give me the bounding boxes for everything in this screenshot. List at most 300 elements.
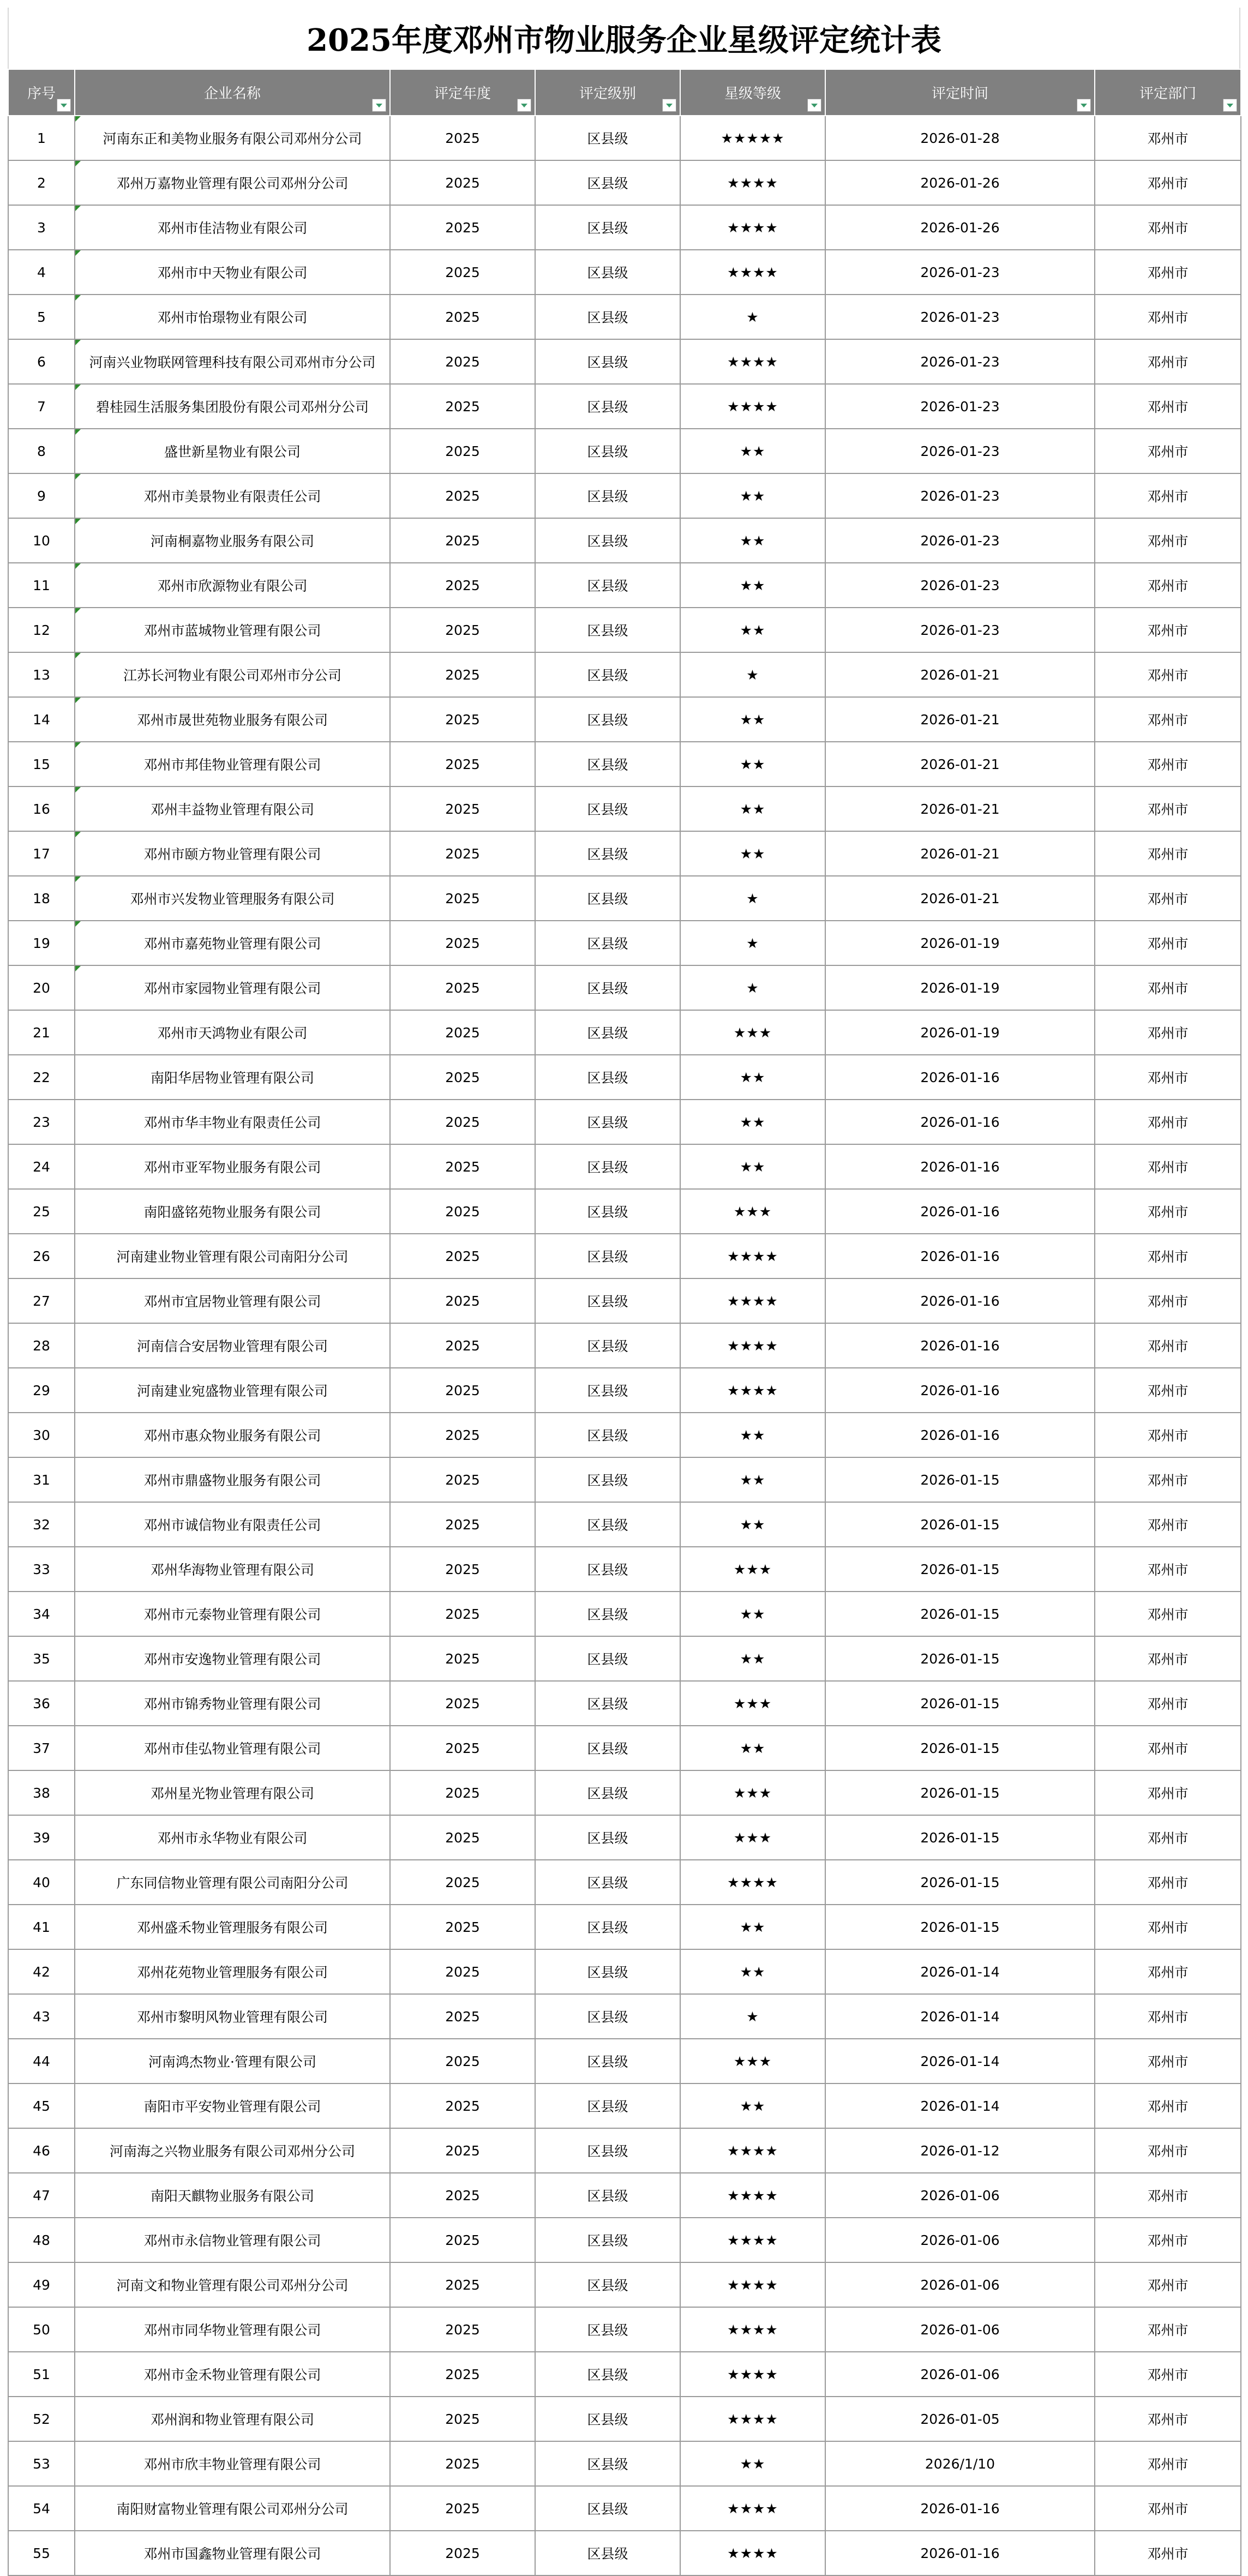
rating-date-cell[interactable]: 2026-01-06 (825, 2307, 1095, 2352)
filter-dropdown-icon[interactable] (1223, 99, 1237, 112)
rating-year-cell[interactable]: 2025 (390, 160, 535, 205)
rating-date-cell[interactable]: 2026-01-23 (825, 429, 1095, 473)
rating-date-cell[interactable]: 2026-01-19 (825, 1010, 1095, 1055)
rating-year-cell[interactable]: 2025 (390, 1055, 535, 1100)
company-name-cell[interactable]: 邓州市亚军物业服务有限公司 (75, 1144, 390, 1189)
rating-year-cell[interactable]: 2025 (390, 1323, 535, 1368)
rating-year-cell[interactable]: 2025 (390, 1860, 535, 1905)
company-name-cell[interactable]: 河南信合安居物业管理有限公司 (75, 1323, 390, 1368)
serial-number-cell[interactable]: 8 (8, 429, 75, 473)
serial-number-cell[interactable]: 29 (8, 1368, 75, 1413)
rating-department-cell[interactable]: 邓州市 (1095, 2397, 1241, 2441)
rating-department-cell[interactable]: 邓州市 (1095, 921, 1241, 965)
rating-year-cell[interactable]: 2025 (390, 1815, 535, 1860)
serial-number-cell[interactable]: 30 (8, 1413, 75, 1457)
star-grade-cell[interactable]: ★★★★ (680, 2531, 825, 2575)
company-name-cell[interactable]: 邓州市邦佳物业管理有限公司 (75, 742, 390, 786)
rating-department-cell[interactable]: 邓州市 (1095, 2173, 1241, 2218)
company-name-cell[interactable]: 河南鸿杰物业·管理有限公司 (75, 2039, 390, 2083)
star-grade-cell[interactable]: ★★★★★ (680, 116, 825, 160)
rating-year-cell[interactable]: 2025 (390, 563, 535, 608)
rating-department-cell[interactable]: 邓州市 (1095, 250, 1241, 295)
rating-department-cell[interactable]: 邓州市 (1095, 1770, 1241, 1815)
star-grade-cell[interactable]: ★★★ (680, 1681, 825, 1726)
filter-dropdown-icon[interactable] (1077, 99, 1091, 112)
serial-number-cell[interactable]: 34 (8, 1592, 75, 1636)
company-name-cell[interactable]: 邓州市佳洁物业有限公司 (75, 205, 390, 250)
serial-number-cell[interactable]: 55 (8, 2531, 75, 2575)
star-grade-cell[interactable]: ★★ (680, 1636, 825, 1681)
serial-number-cell[interactable]: 42 (8, 1949, 75, 1994)
star-grade-cell[interactable]: ★★ (680, 1413, 825, 1457)
rating-year-cell[interactable]: 2025 (390, 2441, 535, 2486)
rating-level-cell[interactable]: 区县级 (535, 876, 680, 921)
rating-level-cell[interactable]: 区县级 (535, 2441, 680, 2486)
company-name-cell[interactable]: 河南兴业物联网管理科技有限公司邓州市分公司 (75, 339, 390, 384)
rating-date-cell[interactable]: 2026-01-21 (825, 831, 1095, 876)
header-cell[interactable] (535, 69, 680, 116)
star-grade-cell[interactable]: ★★★★ (680, 1368, 825, 1413)
rating-level-cell[interactable]: 区县级 (535, 116, 680, 160)
rating-date-cell[interactable]: 2026-01-15 (825, 1681, 1095, 1726)
rating-level-cell[interactable]: 区县级 (535, 2262, 680, 2307)
rating-year-cell[interactable]: 2025 (390, 2039, 535, 2083)
rating-department-cell[interactable]: 邓州市 (1095, 1636, 1241, 1681)
star-grade-cell[interactable]: ★★★★ (680, 2397, 825, 2441)
star-grade-cell[interactable]: ★★ (680, 831, 825, 876)
filter-dropdown-icon[interactable] (57, 99, 71, 112)
serial-number-cell[interactable]: 41 (8, 1905, 75, 1949)
serial-number-cell[interactable]: 47 (8, 2173, 75, 2218)
rating-date-cell[interactable]: 2026-01-14 (825, 2083, 1095, 2128)
serial-number-cell[interactable]: 13 (8, 652, 75, 697)
rating-department-cell[interactable]: 邓州市 (1095, 786, 1241, 831)
rating-year-cell[interactable]: 2025 (390, 1413, 535, 1457)
rating-year-cell[interactable]: 2025 (390, 921, 535, 965)
company-name-cell[interactable]: 广东同信物业管理有限公司南阳分公司 (75, 1860, 390, 1905)
rating-date-cell[interactable]: 2026-01-23 (825, 518, 1095, 563)
star-grade-cell[interactable]: ★★★★ (680, 384, 825, 429)
rating-department-cell[interactable]: 邓州市 (1095, 205, 1241, 250)
rating-date-cell[interactable]: 2026-01-06 (825, 2218, 1095, 2262)
rating-department-cell[interactable]: 邓州市 (1095, 1547, 1241, 1592)
company-name-cell[interactable]: 碧桂园生活服务集团股份有限公司邓州分公司 (75, 384, 390, 429)
rating-level-cell[interactable]: 区县级 (535, 1144, 680, 1189)
rating-date-cell[interactable]: 2026-01-23 (825, 563, 1095, 608)
rating-date-cell[interactable]: 2026/1/10 (825, 2441, 1095, 2486)
star-grade-cell[interactable]: ★ (680, 295, 825, 339)
star-grade-cell[interactable]: ★★ (680, 563, 825, 608)
rating-year-cell[interactable]: 2025 (390, 1144, 535, 1189)
rating-year-cell[interactable]: 2025 (390, 608, 535, 652)
header-cell[interactable] (825, 69, 1095, 116)
rating-level-cell[interactable]: 区县级 (535, 1860, 680, 1905)
rating-date-cell[interactable]: 2026-01-16 (825, 1055, 1095, 1100)
rating-level-cell[interactable]: 区县级 (535, 742, 680, 786)
rating-date-cell[interactable]: 2026-01-21 (825, 652, 1095, 697)
rating-level-cell[interactable]: 区县级 (535, 1592, 680, 1636)
company-name-cell[interactable]: 邓州花苑物业管理服务有限公司 (75, 1949, 390, 1994)
rating-date-cell[interactable]: 2026-01-06 (825, 2352, 1095, 2397)
company-name-cell[interactable]: 邓州市黎明风物业管理有限公司 (75, 1994, 390, 2039)
rating-year-cell[interactable]: 2025 (390, 1189, 535, 1234)
star-grade-cell[interactable]: ★★★★ (680, 1278, 825, 1323)
rating-level-cell[interactable]: 区县级 (535, 160, 680, 205)
rating-level-cell[interactable]: 区县级 (535, 1278, 680, 1323)
rating-department-cell[interactable]: 邓州市 (1095, 1860, 1241, 1905)
company-name-cell[interactable]: 邓州市华丰物业有限责任公司 (75, 1100, 390, 1144)
serial-number-cell[interactable]: 43 (8, 1994, 75, 2039)
serial-number-cell[interactable]: 5 (8, 295, 75, 339)
rating-year-cell[interactable]: 2025 (390, 2352, 535, 2397)
rating-level-cell[interactable]: 区县级 (535, 563, 680, 608)
rating-date-cell[interactable]: 2026-01-15 (825, 1547, 1095, 1592)
star-grade-cell[interactable]: ★★★ (680, 1770, 825, 1815)
serial-number-cell[interactable]: 1 (8, 116, 75, 160)
rating-department-cell[interactable]: 邓州市 (1095, 2039, 1241, 2083)
star-grade-cell[interactable]: ★★ (680, 786, 825, 831)
rating-year-cell[interactable]: 2025 (390, 2486, 535, 2531)
serial-number-cell[interactable]: 51 (8, 2352, 75, 2397)
rating-department-cell[interactable]: 邓州市 (1095, 1368, 1241, 1413)
serial-number-cell[interactable]: 14 (8, 697, 75, 742)
star-grade-cell[interactable]: ★★ (680, 742, 825, 786)
company-name-cell[interactable]: 邓州市安逸物业管理有限公司 (75, 1636, 390, 1681)
company-name-cell[interactable]: 邓州市天鸿物业有限公司 (75, 1010, 390, 1055)
company-name-cell[interactable]: 邓州市晟世苑物业服务有限公司 (75, 697, 390, 742)
filter-dropdown-icon[interactable] (807, 99, 821, 112)
star-grade-cell[interactable]: ★★ (680, 1100, 825, 1144)
rating-department-cell[interactable]: 邓州市 (1095, 1100, 1241, 1144)
company-name-cell[interactable]: 邓州星光物业管理有限公司 (75, 1770, 390, 1815)
rating-level-cell[interactable]: 区县级 (535, 1100, 680, 1144)
rating-year-cell[interactable]: 2025 (390, 1502, 535, 1547)
rating-level-cell[interactable]: 区县级 (535, 1368, 680, 1413)
rating-date-cell[interactable]: 2026-01-16 (825, 1368, 1095, 1413)
rating-department-cell[interactable]: 邓州市 (1095, 1278, 1241, 1323)
company-name-cell[interactable]: 邓州市惠众物业服务有限公司 (75, 1413, 390, 1457)
serial-number-cell[interactable]: 53 (8, 2441, 75, 2486)
rating-level-cell[interactable]: 区县级 (535, 921, 680, 965)
serial-number-cell[interactable]: 31 (8, 1457, 75, 1502)
rating-department-cell[interactable]: 邓州市 (1095, 2083, 1241, 2128)
rating-department-cell[interactable]: 邓州市 (1095, 1010, 1241, 1055)
star-grade-cell[interactable]: ★★★★ (680, 160, 825, 205)
rating-date-cell[interactable]: 2026-01-15 (825, 1860, 1095, 1905)
company-name-cell[interactable]: 邓州市国鑫物业管理有限公司 (75, 2531, 390, 2575)
rating-year-cell[interactable]: 2025 (390, 1234, 535, 1278)
serial-number-cell[interactable]: 22 (8, 1055, 75, 1100)
rating-date-cell[interactable]: 2026-01-16 (825, 1278, 1095, 1323)
star-grade-cell[interactable]: ★★★★ (680, 2307, 825, 2352)
rating-level-cell[interactable]: 区县级 (535, 652, 680, 697)
company-name-cell[interactable]: 邓州市中天物业有限公司 (75, 250, 390, 295)
rating-date-cell[interactable]: 2026-01-15 (825, 1770, 1095, 1815)
star-grade-cell[interactable]: ★★ (680, 1457, 825, 1502)
star-grade-cell[interactable]: ★★★★ (680, 2352, 825, 2397)
rating-level-cell[interactable]: 区县级 (535, 1055, 680, 1100)
serial-number-cell[interactable]: 6 (8, 339, 75, 384)
star-grade-cell[interactable]: ★★★★ (680, 2486, 825, 2531)
serial-number-cell[interactable]: 28 (8, 1323, 75, 1368)
rating-department-cell[interactable]: 邓州市 (1095, 1055, 1241, 1100)
company-name-cell[interactable]: 邓州市欣丰物业管理有限公司 (75, 2441, 390, 2486)
serial-number-cell[interactable]: 48 (8, 2218, 75, 2262)
rating-level-cell[interactable]: 区县级 (535, 2531, 680, 2575)
rating-department-cell[interactable]: 邓州市 (1095, 652, 1241, 697)
star-grade-cell[interactable]: ★★★ (680, 1547, 825, 1592)
star-grade-cell[interactable]: ★★ (680, 1144, 825, 1189)
star-grade-cell[interactable]: ★ (680, 965, 825, 1010)
rating-department-cell[interactable]: 邓州市 (1095, 697, 1241, 742)
rating-year-cell[interactable]: 2025 (390, 1368, 535, 1413)
rating-department-cell[interactable]: 邓州市 (1095, 429, 1241, 473)
star-grade-cell[interactable]: ★★ (680, 2441, 825, 2486)
star-grade-cell[interactable]: ★★★★ (680, 2128, 825, 2173)
serial-number-cell[interactable]: 54 (8, 2486, 75, 2531)
company-name-cell[interactable]: 南阳天麒物业服务有限公司 (75, 2173, 390, 2218)
rating-date-cell[interactable]: 2026-01-15 (825, 1905, 1095, 1949)
rating-department-cell[interactable]: 邓州市 (1095, 473, 1241, 518)
rating-level-cell[interactable]: 区县级 (535, 1189, 680, 1234)
rating-level-cell[interactable]: 区县级 (535, 1636, 680, 1681)
rating-department-cell[interactable]: 邓州市 (1095, 518, 1241, 563)
company-name-cell[interactable]: 邓州市金禾物业管理有限公司 (75, 2352, 390, 2397)
company-name-cell[interactable]: 邓州市鼎盛物业服务有限公司 (75, 1457, 390, 1502)
rating-level-cell[interactable]: 区县级 (535, 965, 680, 1010)
star-grade-cell[interactable]: ★ (680, 921, 825, 965)
company-name-cell[interactable]: 邓州万嘉物业管理有限公司邓州分公司 (75, 160, 390, 205)
company-name-cell[interactable]: 邓州市诚信物业有限责任公司 (75, 1502, 390, 1547)
rating-year-cell[interactable]: 2025 (390, 339, 535, 384)
company-name-cell[interactable]: 邓州市蓝城物业管理有限公司 (75, 608, 390, 652)
rating-date-cell[interactable]: 2026-01-26 (825, 205, 1095, 250)
rating-date-cell[interactable]: 2026-01-16 (825, 2486, 1095, 2531)
rating-level-cell[interactable]: 区县级 (535, 1010, 680, 1055)
rating-department-cell[interactable]: 邓州市 (1095, 2307, 1241, 2352)
company-name-cell[interactable]: 邓州市怡璟物业有限公司 (75, 295, 390, 339)
rating-level-cell[interactable]: 区县级 (535, 1413, 680, 1457)
rating-level-cell[interactable]: 区县级 (535, 2307, 680, 2352)
serial-number-cell[interactable]: 27 (8, 1278, 75, 1323)
rating-date-cell[interactable]: 2026-01-15 (825, 1726, 1095, 1770)
rating-level-cell[interactable]: 区县级 (535, 697, 680, 742)
rating-year-cell[interactable]: 2025 (390, 205, 535, 250)
rating-level-cell[interactable]: 区县级 (535, 518, 680, 563)
serial-number-cell[interactable]: 25 (8, 1189, 75, 1234)
rating-date-cell[interactable]: 2026-01-16 (825, 1413, 1095, 1457)
rating-year-cell[interactable]: 2025 (390, 1457, 535, 1502)
serial-number-cell[interactable]: 36 (8, 1681, 75, 1726)
company-name-cell[interactable]: 邓州华海物业管理有限公司 (75, 1547, 390, 1592)
rating-year-cell[interactable]: 2025 (390, 1010, 535, 1055)
filter-dropdown-icon[interactable] (517, 99, 531, 112)
rating-year-cell[interactable]: 2025 (390, 786, 535, 831)
rating-date-cell[interactable]: 2026-01-19 (825, 921, 1095, 965)
star-grade-cell[interactable]: ★★★ (680, 2039, 825, 2083)
rating-date-cell[interactable]: 2026-01-26 (825, 160, 1095, 205)
rating-level-cell[interactable]: 区县级 (535, 1323, 680, 1368)
company-name-cell[interactable]: 邓州市永信物业管理有限公司 (75, 2218, 390, 2262)
rating-level-cell[interactable]: 区县级 (535, 1234, 680, 1278)
company-name-cell[interactable]: 邓州润和物业管理有限公司 (75, 2397, 390, 2441)
company-name-cell[interactable]: 河南建业宛盛物业管理有限公司 (75, 1368, 390, 1413)
rating-level-cell[interactable]: 区县级 (535, 429, 680, 473)
star-grade-cell[interactable]: ★★★ (680, 1815, 825, 1860)
filter-dropdown-icon[interactable] (372, 99, 386, 112)
rating-date-cell[interactable]: 2026-01-21 (825, 697, 1095, 742)
rating-department-cell[interactable]: 邓州市 (1095, 1592, 1241, 1636)
star-grade-cell[interactable]: ★★ (680, 429, 825, 473)
rating-year-cell[interactable]: 2025 (390, 1726, 535, 1770)
serial-number-cell[interactable]: 35 (8, 1636, 75, 1681)
serial-number-cell[interactable]: 12 (8, 608, 75, 652)
rating-date-cell[interactable]: 2026-01-06 (825, 2173, 1095, 2218)
company-name-cell[interactable]: 邓州市嘉苑物业管理有限公司 (75, 921, 390, 965)
star-grade-cell[interactable]: ★★ (680, 1592, 825, 1636)
star-grade-cell[interactable]: ★★ (680, 2083, 825, 2128)
company-name-cell[interactable]: 南阳华居物业管理有限公司 (75, 1055, 390, 1100)
rating-department-cell[interactable]: 邓州市 (1095, 2486, 1241, 2531)
rating-year-cell[interactable]: 2025 (390, 652, 535, 697)
rating-level-cell[interactable]: 区县级 (535, 1770, 680, 1815)
company-name-cell[interactable]: 邓州盛禾物业管理服务有限公司 (75, 1905, 390, 1949)
company-name-cell[interactable]: 邓州市永华物业有限公司 (75, 1815, 390, 1860)
rating-date-cell[interactable]: 2026-01-16 (825, 2531, 1095, 2575)
rating-date-cell[interactable]: 2026-01-14 (825, 1994, 1095, 2039)
rating-level-cell[interactable]: 区县级 (535, 2218, 680, 2262)
rating-year-cell[interactable]: 2025 (390, 2173, 535, 2218)
serial-number-cell[interactable]: 18 (8, 876, 75, 921)
star-grade-cell[interactable]: ★★★★ (680, 2262, 825, 2307)
rating-level-cell[interactable]: 区县级 (535, 831, 680, 876)
rating-level-cell[interactable]: 区县级 (535, 1547, 680, 1592)
rating-year-cell[interactable]: 2025 (390, 2397, 535, 2441)
star-grade-cell[interactable]: ★★ (680, 518, 825, 563)
star-grade-cell[interactable]: ★★★ (680, 1189, 825, 1234)
rating-level-cell[interactable]: 区县级 (535, 384, 680, 429)
star-grade-cell[interactable]: ★★★ (680, 1010, 825, 1055)
serial-number-cell[interactable]: 45 (8, 2083, 75, 2128)
rating-level-cell[interactable]: 区县级 (535, 608, 680, 652)
rating-department-cell[interactable]: 邓州市 (1095, 295, 1241, 339)
serial-number-cell[interactable]: 16 (8, 786, 75, 831)
rating-level-cell[interactable]: 区县级 (535, 2486, 680, 2531)
rating-department-cell[interactable]: 邓州市 (1095, 2218, 1241, 2262)
rating-year-cell[interactable]: 2025 (390, 831, 535, 876)
serial-number-cell[interactable]: 26 (8, 1234, 75, 1278)
company-name-cell[interactable]: 邓州市佳弘物业管理有限公司 (75, 1726, 390, 1770)
rating-level-cell[interactable]: 区县级 (535, 2173, 680, 2218)
rating-department-cell[interactable]: 邓州市 (1095, 2531, 1241, 2575)
star-grade-cell[interactable]: ★★ (680, 1726, 825, 1770)
serial-number-cell[interactable]: 20 (8, 965, 75, 1010)
star-grade-cell[interactable]: ★★ (680, 1055, 825, 1100)
rating-date-cell[interactable]: 2026-01-21 (825, 786, 1095, 831)
rating-date-cell[interactable]: 2026-01-12 (825, 2128, 1095, 2173)
serial-number-cell[interactable]: 9 (8, 473, 75, 518)
company-name-cell[interactable]: 河南海之兴物业服务有限公司邓州分公司 (75, 2128, 390, 2173)
rating-level-cell[interactable]: 区县级 (535, 2397, 680, 2441)
rating-year-cell[interactable]: 2025 (390, 1905, 535, 1949)
rating-department-cell[interactable]: 邓州市 (1095, 1234, 1241, 1278)
star-grade-cell[interactable]: ★★★★ (680, 1234, 825, 1278)
rating-department-cell[interactable]: 邓州市 (1095, 1815, 1241, 1860)
rating-date-cell[interactable]: 2026-01-23 (825, 473, 1095, 518)
rating-date-cell[interactable]: 2026-01-23 (825, 295, 1095, 339)
rating-department-cell[interactable]: 邓州市 (1095, 2262, 1241, 2307)
rating-level-cell[interactable]: 区县级 (535, 786, 680, 831)
rating-department-cell[interactable]: 邓州市 (1095, 160, 1241, 205)
rating-date-cell[interactable]: 2026-01-14 (825, 2039, 1095, 2083)
star-grade-cell[interactable]: ★★★★ (680, 1323, 825, 1368)
header-cell[interactable] (680, 69, 825, 116)
serial-number-cell[interactable]: 50 (8, 2307, 75, 2352)
serial-number-cell[interactable]: 38 (8, 1770, 75, 1815)
star-grade-cell[interactable]: ★★★★ (680, 250, 825, 295)
company-name-cell[interactable]: 邓州市同华物业管理有限公司 (75, 2307, 390, 2352)
rating-department-cell[interactable]: 邓州市 (1095, 1323, 1241, 1368)
star-grade-cell[interactable]: ★ (680, 876, 825, 921)
rating-level-cell[interactable]: 区县级 (535, 2352, 680, 2397)
rating-year-cell[interactable]: 2025 (390, 1100, 535, 1144)
rating-level-cell[interactable]: 区县级 (535, 2039, 680, 2083)
rating-year-cell[interactable]: 2025 (390, 295, 535, 339)
company-name-cell[interactable]: 邓州市元泰物业管理有限公司 (75, 1592, 390, 1636)
rating-year-cell[interactable]: 2025 (390, 742, 535, 786)
rating-date-cell[interactable]: 2026-01-15 (825, 1457, 1095, 1502)
rating-department-cell[interactable]: 邓州市 (1095, 1726, 1241, 1770)
rating-department-cell[interactable]: 邓州市 (1095, 563, 1241, 608)
rating-department-cell[interactable]: 邓州市 (1095, 608, 1241, 652)
rating-date-cell[interactable]: 2026-01-21 (825, 742, 1095, 786)
rating-date-cell[interactable]: 2026-01-23 (825, 384, 1095, 429)
rating-department-cell[interactable]: 邓州市 (1095, 876, 1241, 921)
rating-year-cell[interactable]: 2025 (390, 116, 535, 160)
rating-year-cell[interactable]: 2025 (390, 2218, 535, 2262)
rating-department-cell[interactable]: 邓州市 (1095, 116, 1241, 160)
rating-year-cell[interactable]: 2025 (390, 2531, 535, 2575)
rating-date-cell[interactable]: 2026-01-15 (825, 1592, 1095, 1636)
rating-year-cell[interactable]: 2025 (390, 697, 535, 742)
rating-year-cell[interactable]: 2025 (390, 1547, 535, 1592)
company-name-cell[interactable]: 南阳市平安物业管理有限公司 (75, 2083, 390, 2128)
rating-year-cell[interactable]: 2025 (390, 518, 535, 563)
rating-year-cell[interactable]: 2025 (390, 1994, 535, 2039)
star-grade-cell[interactable]: ★ (680, 1994, 825, 2039)
rating-year-cell[interactable]: 2025 (390, 1949, 535, 1994)
rating-level-cell[interactable]: 区县级 (535, 1681, 680, 1726)
rating-date-cell[interactable]: 2026-01-14 (825, 1949, 1095, 1994)
serial-number-cell[interactable]: 24 (8, 1144, 75, 1189)
rating-department-cell[interactable]: 邓州市 (1095, 1189, 1241, 1234)
rating-department-cell[interactable]: 邓州市 (1095, 965, 1241, 1010)
serial-number-cell[interactable]: 15 (8, 742, 75, 786)
star-grade-cell[interactable]: ★★ (680, 1949, 825, 1994)
serial-number-cell[interactable]: 33 (8, 1547, 75, 1592)
company-name-cell[interactable]: 邓州市宜居物业管理有限公司 (75, 1278, 390, 1323)
rating-department-cell[interactable]: 邓州市 (1095, 339, 1241, 384)
rating-level-cell[interactable]: 区县级 (535, 295, 680, 339)
serial-number-cell[interactable]: 39 (8, 1815, 75, 1860)
header-cell[interactable] (75, 69, 390, 116)
serial-number-cell[interactable]: 21 (8, 1010, 75, 1055)
rating-date-cell[interactable]: 2026-01-23 (825, 339, 1095, 384)
company-name-cell[interactable]: 邓州丰益物业管理有限公司 (75, 786, 390, 831)
rating-date-cell[interactable]: 2026-01-23 (825, 608, 1095, 652)
company-name-cell[interactable]: 河南桐嘉物业服务有限公司 (75, 518, 390, 563)
rating-level-cell[interactable]: 区县级 (535, 1502, 680, 1547)
